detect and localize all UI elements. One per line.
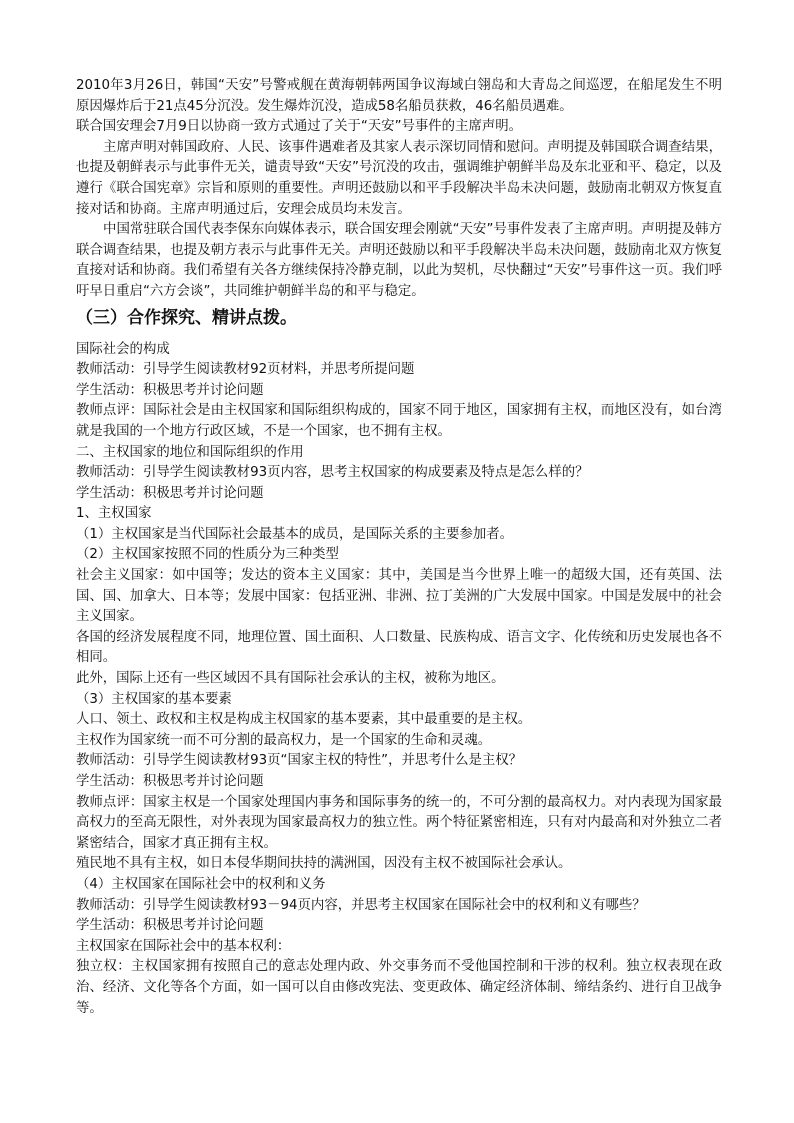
paragraph: 学生活动：积极思考并讨论问题 bbox=[76, 382, 264, 398]
paragraph: 各国的经济发展程度不同，地理位置、国土面积、人口数量、民族构成、语言文字、化传统和历史发展也各不相同。 bbox=[76, 629, 722, 666]
paragraph: 国际社会的构成 bbox=[76, 341, 170, 357]
paragraph: （2）主权国家按照不同的性质分为三种类型 bbox=[76, 547, 339, 563]
document-page bbox=[76, 76, 722, 1019]
paragraph: 教师活动：引导学生阅读教材93页“国家主权的特性”，并思考什么是主权？ bbox=[76, 753, 523, 769]
paragraph: 学生活动：积极思考并讨论问题 bbox=[76, 918, 264, 934]
section-heading: （三）合作探究、精讲点拨。 bbox=[76, 307, 297, 328]
paragraph: 主席声明对韩国政府、人民、该事件遇难者及其家人表示深切同情和慰问。声明提及韩国联合调查结果，也提及朝鲜表示与此事件无关，谴责导致“天安”号沉没的攻击，强调维护朝鲜半岛及东北亚和平、稳定，以及遵行《联合国宪章》宗旨和原则的重要性。声明还鼓励以和平手段解决半岛未决问题，鼓励南北朝双方恢复直接对话和协商。主席声明通过后，安理会成员均未发言。 bbox=[76, 139, 722, 217]
paragraph: 联合国安理会7月9日以协商一致方式通过了关于“天安”号事件的主席声明。 bbox=[76, 119, 523, 135]
paragraph: 教师活动：引导学生阅读教材92页材料，并思考所提问题 bbox=[76, 362, 415, 378]
paragraph: 教师活动：引导学生阅读教材93页内容，思考主权国家的构成要素及特点是怎么样的？ bbox=[76, 465, 589, 481]
paragraph: 独立权：主权国家拥有按照自己的意志处理内政、外交事务而不受他国控制和干涉的权利。独立权表现在政治、经济、文化等各个方面，如一国可以自由修改宪法、变更政体、确定经济体制、缔结条约、进行自卫战争等。 bbox=[76, 959, 722, 1016]
paragraph: 主权国家在国际社会中的基本权利： bbox=[76, 938, 291, 954]
paragraph: 二、主权国家的地位和国际组织的作用 bbox=[76, 444, 304, 460]
paragraph: 教师点评：国际社会是由主权国家和国际组织构成的，国家不同于地区，国家拥有主权，而地区没有，如台湾就是我国的一个地方行政区域，不是一个国家，也不拥有主权。 bbox=[76, 403, 722, 439]
paragraph: 此外，国际上还有一些区域因不具有国际社会承认的主权，被称为地区。 bbox=[76, 671, 505, 687]
paragraph: 殖民地不具有主权，如日本侵华期间扶持的满洲国，因没有主权不被国际社会承认。 bbox=[76, 856, 572, 872]
paragraph: 主权作为国家统一而不可分割的最高权力，是一个国家的生命和灵魂。 bbox=[76, 732, 492, 748]
paragraph: 社会主义国家：如中国等；发达的资本主义国家：其中，美国是当今世界上唯一的超级大国，还有英国、法国、国、加拿大、日本等；发展中国家：包括亚洲、非洲、拉丁美洲的广大发展中国家。中国是发展中的社会主义国家。 bbox=[76, 568, 722, 625]
paragraph: 学生活动：积极思考并讨论问题 bbox=[76, 485, 264, 501]
paragraph: （1）主权国家是当代国际社会最基本的成员，是国际关系的主要参加者。 bbox=[76, 526, 514, 542]
paragraph: 1、主权国家 bbox=[76, 506, 152, 522]
paragraph: （3）主权国家的基本要素 bbox=[76, 691, 232, 707]
paragraph: 人口、领土、政权和主权是构成主权国家的基本要素，其中最重要的是主权。 bbox=[76, 712, 532, 728]
paragraph: 2010年3月26日，韩国“天安”号警戒舰在黄海朝韩两国争议海域白翎岛和大青岛之间巡逻，在船尾发生不明原因爆炸后于21点45分沉没。发生爆炸沉没，造成58名船员获救，46名船员遇难。 bbox=[76, 78, 722, 114]
paragraph: 中国常驻联合国代表李保东向媒体表示，联合国安理会刚就“天安”号事件发表了主席声明。声明提及韩方联合调查结果，也提及朝方表示与此事件无关。声明还鼓励以和平手段解决半岛未决问题，鼓励南北双方恢复直接对话和协商。我们希望有关各方继续保持冷静克制，以此为契机，尽快翻过“天安”号事件这一页。我们呼吁早日重启“六方会谈”，共同维护朝鲜半岛的和平与稳定。 bbox=[76, 222, 722, 299]
paragraph: （4）主权国家在国际社会中的权利和义务 bbox=[76, 876, 326, 892]
paragraph: 教师活动：引导学生阅读教材93－94页内容，并思考主权国家在国际社会中的权利和义有哪些？ bbox=[76, 897, 646, 913]
paragraph: 教师点评：国家主权是一个国家处理国内事务和国际事务的统一的，不可分割的最高权力。对内表现为国家最高权力的至高无限性，对外表现为国家最高权力的独立性。两个特征紧密相连，只有对内最高和对外独立二者紧密结合，国家才真正拥有主权。 bbox=[76, 794, 722, 851]
paragraph: 学生活动：积极思考并讨论问题 bbox=[76, 774, 264, 789]
